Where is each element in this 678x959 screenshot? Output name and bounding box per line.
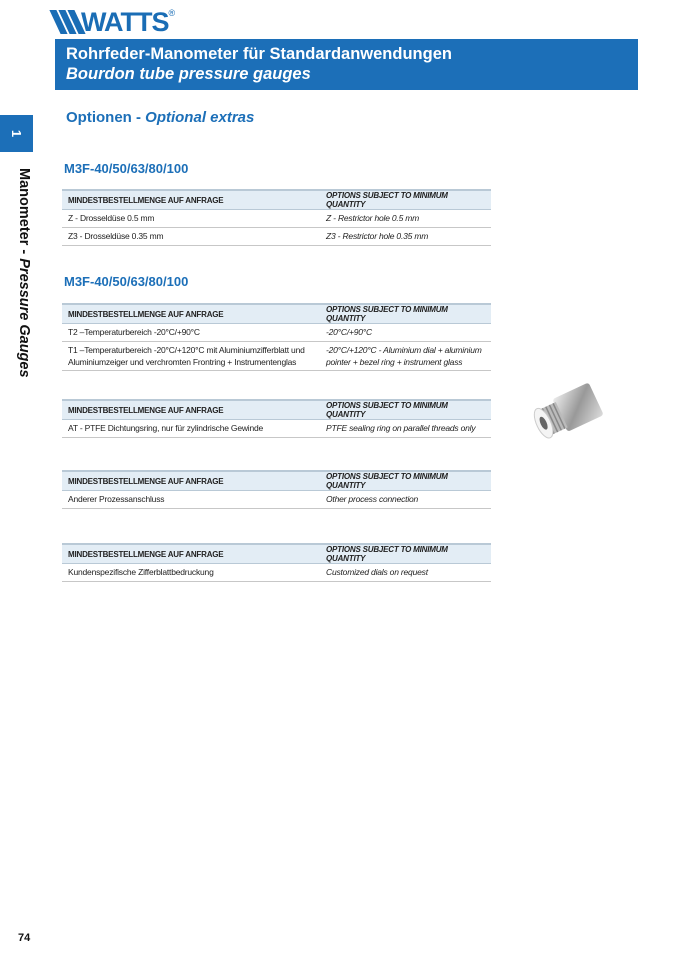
section-title-en: Optional extras — [145, 109, 255, 126]
chapter-tab — [0, 115, 33, 152]
cell-de: T2 –Temperaturbereich -20°C/+90°C — [62, 324, 320, 342]
cell-de: T1 –Temperaturbereich -20°C/+120°C mit Aluminiumzifferblatt und Aluminiumzeiger und verchromten Frontring + Instrumentenglas — [62, 342, 320, 371]
header-en: OPTIONS SUBJECT TO MINIMUM QUANTITY — [320, 304, 491, 324]
cell-en: PTFE sealing ring on parallel threads only — [320, 420, 491, 438]
header-de: MINDESTBESTELLMENGE AUF ANFRAGE — [62, 304, 320, 324]
header-de: MINDESTBESTELLMENGE AUF ANFRAGE — [62, 544, 320, 564]
ptfe-fitting-photo — [520, 372, 616, 456]
logo-reg: ® — [168, 8, 176, 18]
cell-en: Other process connection — [320, 491, 491, 509]
header-en: OPTIONS SUBJECT TO MINIMUM QUANTITY — [320, 190, 491, 210]
table-row — [62, 210, 491, 228]
model-heading: M3F-40/50/63/80/100 — [64, 274, 189, 289]
header-en: OPTIONS SUBJECT TO MINIMUM QUANTITY — [320, 400, 491, 420]
cell-en: -20°C/+90°C — [320, 324, 491, 342]
table-row — [62, 420, 491, 438]
logo-text: WATTS — [81, 7, 169, 37]
table-row — [62, 491, 491, 509]
options-table — [62, 470, 491, 509]
cell-en: -20°C/+120°C - Aluminium dial + aluminium pointer + bezel ring + instrument glass — [320, 342, 491, 371]
chapter-label — [16, 168, 32, 378]
header-en: OPTIONS SUBJECT TO MINIMUM QUANTITY — [320, 544, 491, 564]
header-de: MINDESTBESTELLMENGE AUF ANFRAGE — [62, 471, 320, 491]
cell-de: Z3 - Drosseldüse 0.35 mm — [62, 228, 320, 246]
section-title-de: Optionen - — [66, 109, 146, 126]
section-title — [66, 109, 254, 126]
table-row — [62, 564, 491, 582]
model-heading: M3F-40/50/63/80/100 — [64, 161, 189, 176]
chapter-label-en: Pressure Gauges — [16, 258, 32, 378]
table-row — [62, 342, 491, 371]
page-number: 74 — [18, 932, 31, 944]
chapter-label-de: Manometer - — [16, 168, 32, 259]
cell-de: Z - Drosseldüse 0.5 mm — [62, 210, 320, 228]
logo-stripes-icon — [55, 10, 80, 34]
cell-de: AT - PTFE Dichtungsring, nur für zylindrische Gewinde — [62, 420, 320, 438]
title-banner — [55, 39, 638, 90]
options-table — [62, 399, 491, 438]
table-row — [62, 228, 491, 246]
title-en: Bourdon tube pressure gauges — [66, 65, 311, 83]
options-table — [62, 543, 491, 582]
chapter-number: 1 — [8, 129, 24, 138]
cell-en: Customized dials on request — [320, 564, 491, 582]
options-table — [62, 303, 491, 371]
header-de: MINDESTBESTELLMENGE AUF ANFRAGE — [62, 190, 320, 210]
options-table — [62, 189, 491, 246]
watts-logo — [55, 8, 175, 36]
header-en: OPTIONS SUBJECT TO MINIMUM QUANTITY — [320, 471, 491, 491]
header-de: MINDESTBESTELLMENGE AUF ANFRAGE — [62, 400, 320, 420]
cell-de: Anderer Prozessanschluss — [62, 491, 320, 509]
table-row — [62, 324, 491, 342]
title-de: Rohrfeder-Manometer für Standardanwendungen — [66, 45, 452, 63]
cell-en: Z - Restrictor hole 0.5 mm — [320, 210, 491, 228]
cell-de: Kundenspezifische Zifferblattbedruckung — [62, 564, 320, 582]
cell-en: Z3 - Restrictor hole 0.35 mm — [320, 228, 491, 246]
